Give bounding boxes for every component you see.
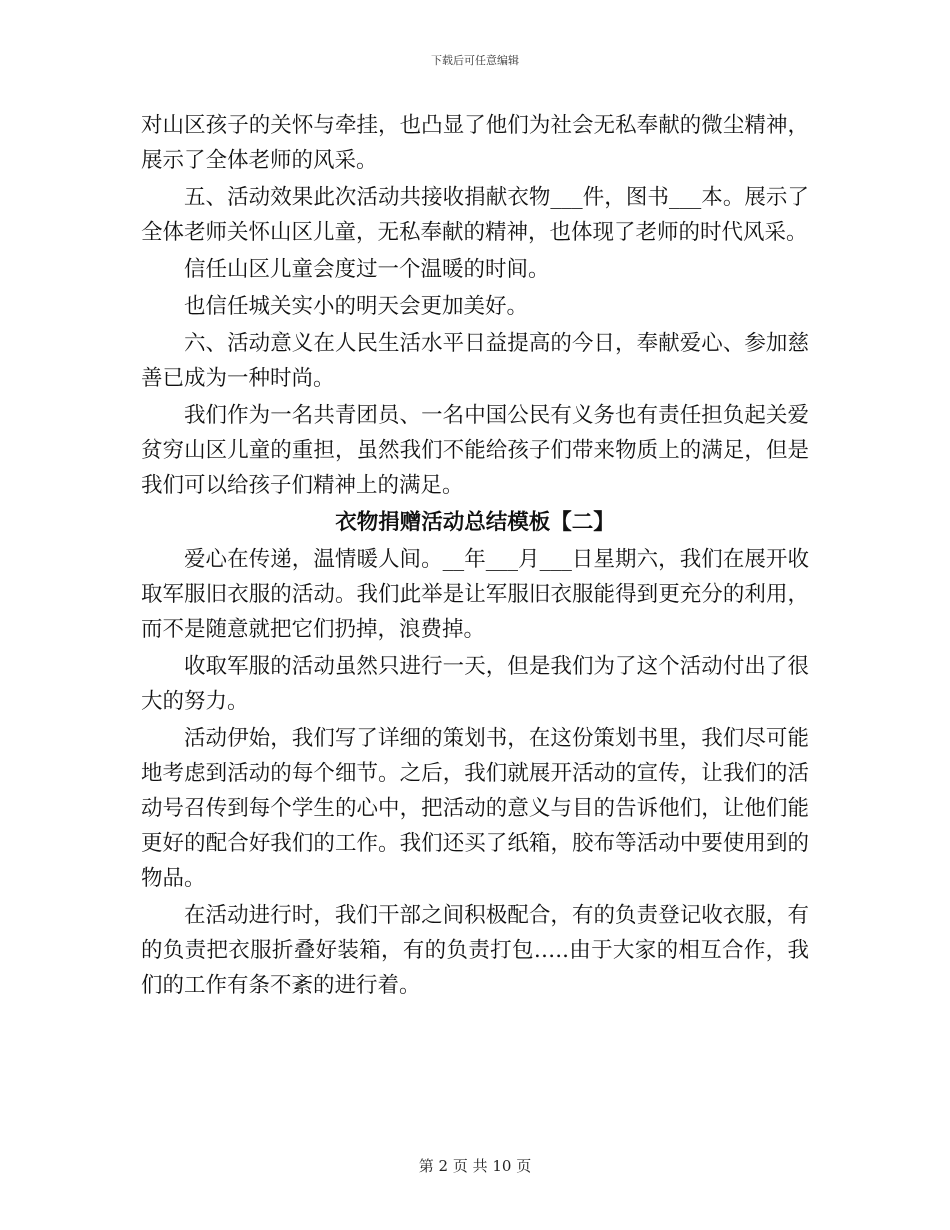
page-number: 第 2 页 共 10 页 — [418, 1157, 532, 1175]
paragraph-activity-effect: 五、活动效果此次活动共接收捐献衣物___件，图书___本。展示了全体老师关怀山区儿童，无私奉献的精神，也体现了老师的时代风采。 — [141, 185, 809, 245]
paragraph-intro: 爱心在传递，温情暖人间。__年___月___日星期六，我们在展开收取军服旧衣服的活动。我们此举是让军服旧衣服能得到更充分的利用，而不是随意就把它们扔掉，浪费掉。 — [141, 547, 809, 642]
paragraph-continued: 对山区孩子的关怀与牵挂，也凸显了他们为社会无私奉献的微尘精神，展示了全体老师的风采。 — [141, 113, 809, 173]
section-title: 衣物捐赠活动总结模板【二】 — [335, 510, 615, 535]
paragraph-trust-children: 信任山区儿童会度过一个温暖的时间。 — [184, 257, 550, 282]
paragraph-responsibility: 我们作为一名共青团员、一名中国公民有义务也有责任担负起关爱贫穷山区儿童的重担，虽然我们不能给孩子们带来物质上的满足，但是我们可以给孩子们精神上的满足。 — [141, 403, 809, 498]
page-header: 下载后可任意编辑 — [431, 54, 519, 67]
paragraph-planning: 活动伊始，我们写了详细的策划书，在这份策划书里，我们尽可能地考虑到活动的每个细节。之后，我们就展开活动的宣传，让我们的活动号召传到每个学生的心中，把活动的意义与目的告诉他们，让他们能更好的配合好我们的工作。我们还买了纸箱，胶布等活动中要使用到的物品。 — [141, 726, 809, 891]
paragraph-trust-school: 也信任城关实小的明天会更加美好。 — [184, 294, 529, 319]
document-body — [141, 108, 809, 1005]
paragraph-activity-significance: 六、活动意义在人民生活水平日益提高的今日，奉献爱心、参加慈善已成为一种时尚。 — [141, 331, 809, 391]
paragraph-effort: 收取军服的活动虽然只进行一天，但是我们为了这个活动付出了很大的努力。 — [141, 654, 809, 714]
paragraph-cooperation: 在活动进行时，我们干部之间积极配合，有的负责登记收衣服，有的负责把衣服折叠好装箱，有的负责打包…..由于大家的相互合作，我们的工作有条不紊的进行着。 — [141, 903, 809, 998]
